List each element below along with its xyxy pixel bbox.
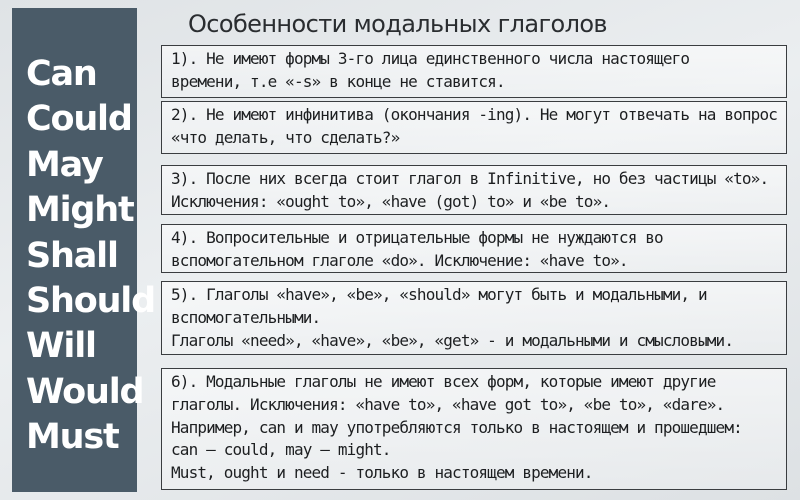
verb-might: Might	[26, 190, 134, 231]
verb-will: Will	[26, 326, 96, 367]
verb-should: Should	[26, 281, 155, 322]
rule-box-1	[161, 45, 787, 98]
rule-5-line: 5). Глаголы «have», «be», «should» могут быть и модальными, и	[171, 285, 707, 304]
rule-box-6	[161, 368, 787, 490]
modal-verbs-list	[26, 52, 155, 461]
page-title: Особенности модальных глаголов	[188, 10, 607, 38]
rule-3-line: Исключения: «ought to», «have (got) to» и «be to».	[171, 191, 611, 211]
rule-5-line: Глаголы «need», «have», «be», «get» - и модальными и смысловыми.	[171, 330, 734, 350]
rule-3-line: 3). После них всегда стоит глагол в Infinitive, но без частицы «to».	[171, 169, 769, 188]
rule-5-line: вспомогательными.	[171, 307, 321, 327]
rule-box-3	[161, 165, 787, 215]
modal-verbs-sidebar	[12, 8, 155, 492]
rule-box-2	[161, 101, 787, 154]
rule-4-line: 4). Вопросительные и отрицательные формы не нуждаются во	[171, 228, 663, 247]
rule-6-line: Must, ought и need - только в настоящем времени.	[171, 463, 593, 483]
rule-6-line: Например, can и may употребляются только в настоящем и прошедшем:	[171, 417, 742, 437]
rule-box-5	[161, 281, 787, 355]
rule-2-line: 2). Не имеют инфинитива (окончания -ing). Не могут отвечать на вопрос	[171, 105, 778, 124]
verb-would: Would	[26, 371, 144, 412]
rule-4-line: вспомогательном глаголе «do». Исключение: «have to».	[171, 250, 628, 270]
verb-must: Must	[26, 417, 119, 458]
rule-1-line: 1). Не имеют формы 3-го лица единственного числа настоящего	[171, 49, 690, 68]
verb-shall: Shall	[26, 235, 118, 276]
verb-may: May	[26, 144, 103, 185]
verb-could: Could	[26, 99, 132, 140]
rule-1-line: времени, т.е «-s» в конце не ставится.	[171, 71, 505, 91]
rule-6-line: can — could, may — might.	[171, 440, 391, 460]
rule-box-4	[161, 224, 787, 273]
rule-6-line: 6). Модальные глаголы не имеют всех форм, которые имеют другие	[171, 372, 716, 391]
rule-6-line: глаголы. Исключения: «have to», «have got to», «be to», «dare».	[171, 394, 725, 414]
verb-can: Can	[26, 54, 97, 94]
rule-2-line: «что делать, что сделать?»	[171, 127, 400, 147]
